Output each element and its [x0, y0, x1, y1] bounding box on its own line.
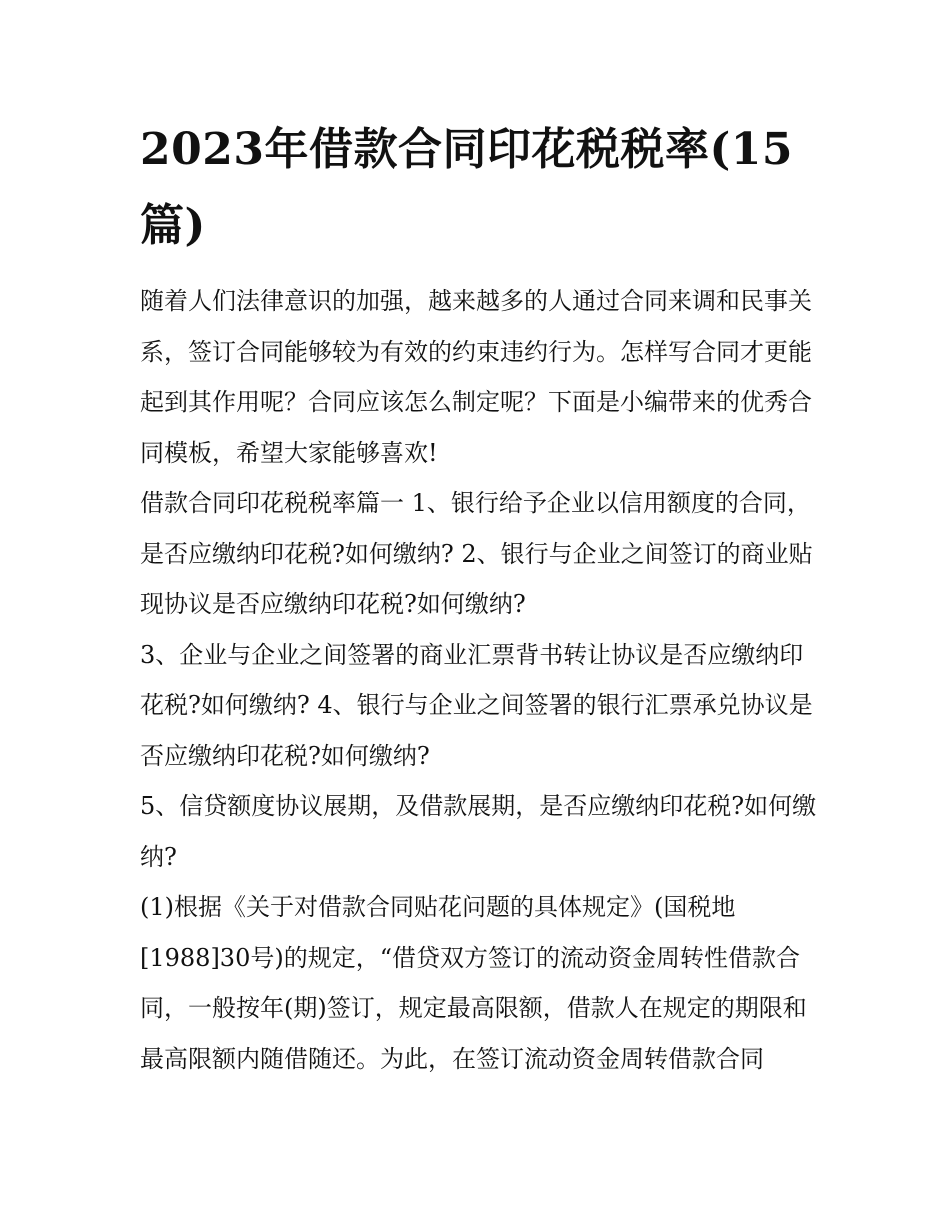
paragraph-section-one: 借款合同印花税税率篇一 1、银行给予企业以信用额度的合同，是否应缴纳印花税?如何缴纳? 2、银行与企业之间签订的商业贴现协议是否应缴纳印花税?如何缴纳?	[140, 489, 813, 618]
document-page	[140, 112, 820, 1084]
document-title: 2023年借款合同印花税税率(15篇)	[140, 124, 794, 251]
paragraph-question-5: 5、信贷额度协议展期，及借款展期，是否应缴纳印花税?如何缴纳?	[140, 792, 817, 871]
paragraph-intro: 随着人们法律意识的加强，越来越多的人通过合同来调和民事关系，签订合同能够较为有效的约束违约行为。怎样写合同才更能起到其作用呢？合同应该怎么制定呢？下面是小编带来的优秀合同模板，希望大家能够喜欢!	[140, 287, 812, 467]
paragraph-questions-3-4: 3、企业与企业之间签署的商业汇票背书转让协议是否应缴纳印花税?如何缴纳? 4、银行与企业之间签署的银行汇票承兑协议是否应缴纳印花税?如何缴纳?	[140, 640, 813, 770]
paragraph-answer-1: (1)根据《关于对借款合同贴花问题的具体规定》(国税地[1988]30号)的规定，“借贷双方签订的流动资金周转性借款合同，一般按年(期)签订，规定最高限额，借款人在规定的期限和最高限额内随借随还。为此，在签订流动资金周转借款合同	[140, 893, 807, 1073]
